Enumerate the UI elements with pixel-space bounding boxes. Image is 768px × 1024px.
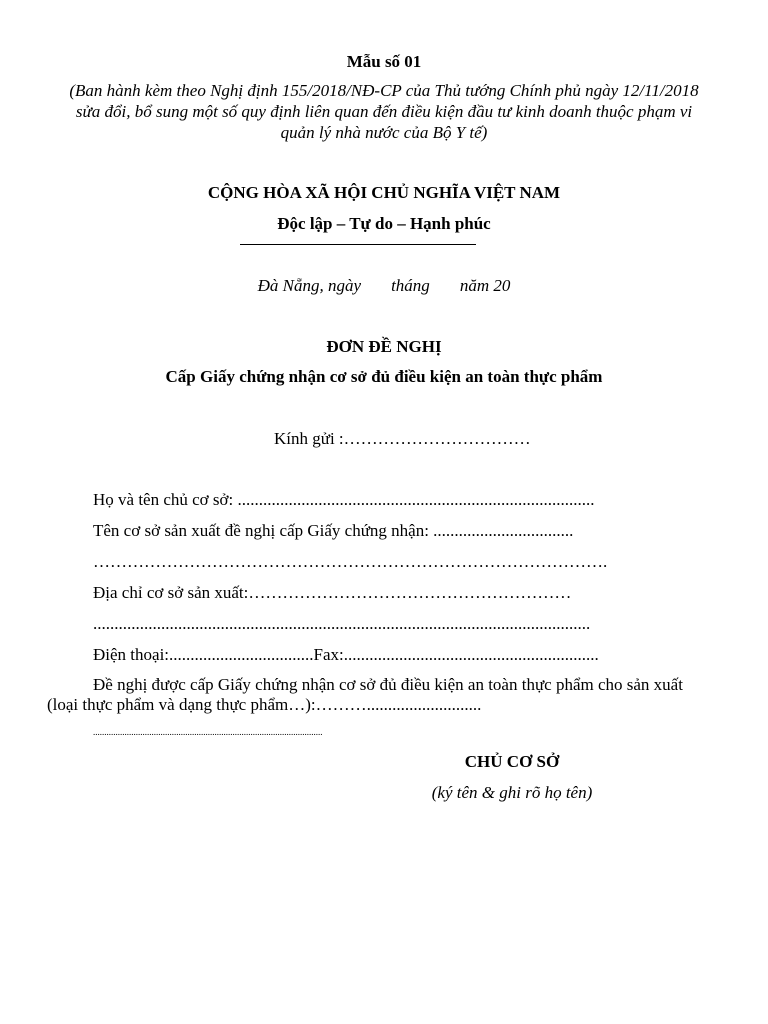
address-field: Địa chỉ cơ sở sản xuất:………………………………………………… — [93, 583, 572, 602]
request-line-2: (loại thực phẩm và dạng thực phẩm…):………........................... — [47, 695, 482, 714]
owner-name-field: Họ và tên chủ cơ sở: .................................................................................... — [93, 490, 595, 509]
form-number: Mẫu số 01 — [346, 52, 422, 71]
facility-name-field: Tên cơ sở sản xuất đề nghị cấp Giấy chứng nhận: ................................. — [93, 521, 574, 540]
motto-underline — [240, 244, 476, 245]
decree-note-line-3: quản lý nhà nước của Bộ Y tế) — [280, 123, 488, 142]
decree-note-line-1: (Ban hành kèm theo Nghị định 155/2018/NĐ-CP của Thủ tướng Chính phủ ngày 12/11/2018 — [69, 81, 699, 100]
motto: Độc lập – Tự do – Hạnh phúc — [277, 214, 491, 233]
request-line-1: Đề nghị được cấp Giấy chứng nhận cơ sở đủ điều kiện an toàn thực phẩm cho sản xuất — [93, 675, 683, 694]
date-month: tháng — [391, 276, 430, 295]
date-place-day: Đà Nẵng, ngày — [257, 276, 362, 295]
signature-title: CHỦ CƠ SỞ — [464, 752, 560, 771]
address-continuation: ..................................................................................................................... — [93, 614, 591, 633]
facility-name-continuation: ………………………………………………………………………………. — [93, 552, 608, 571]
signature-note: (ký tên & ghi rõ họ tên) — [431, 783, 593, 802]
document-subtitle: Cấp Giấy chứng nhận cơ sở đủ điều kiện an toàn thực phẩm — [165, 367, 603, 386]
phone-fax-field: Điện thoại:..................................Fax:............................................................ — [93, 645, 599, 664]
extra-dotted-line: ...................................................................................................... — [93, 727, 323, 737]
recipient-line: Kính gửi :…………………………… — [274, 429, 531, 448]
date-year: năm 20 — [459, 276, 511, 295]
date-line — [0, 276, 768, 296]
document-title: ĐƠN ĐỀ NGHỊ — [326, 337, 442, 356]
decree-note-line-2: sửa đổi, bổ sung một số quy định liên quan đến điều kiện đầu tư kinh doanh thuộc phạm vi — [75, 102, 693, 121]
national-title: CỘNG HÒA XÃ HỘI CHỦ NGHĨA VIỆT NAM — [207, 183, 561, 202]
